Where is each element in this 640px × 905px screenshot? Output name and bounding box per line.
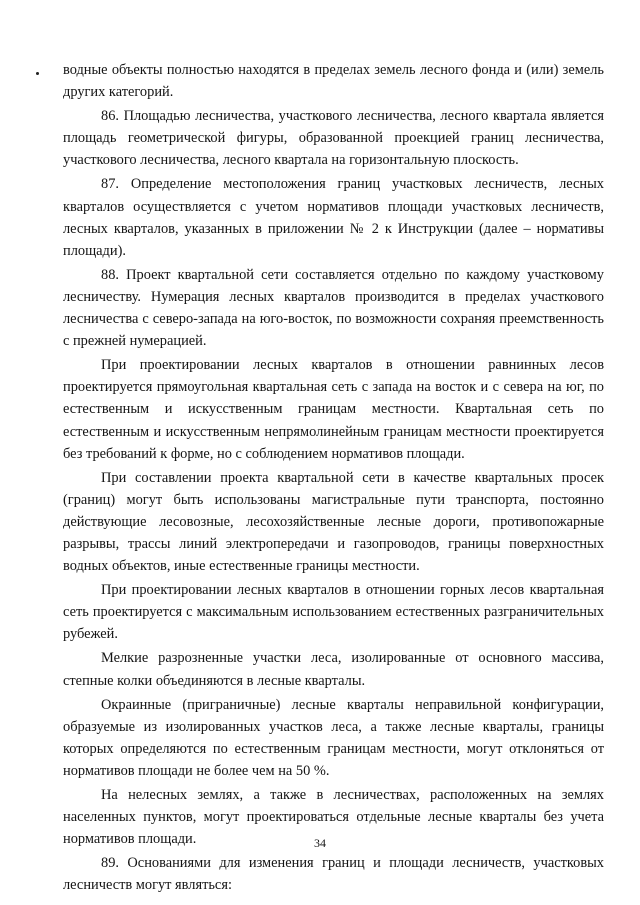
paragraph-88-clearings: При составлении проекта квартальной сети в качестве квартальных просек (границ) могут быть использованы магистральные пути транспорта, постоянно действующие лесовозные, лесохозяйственные лесные дороги, противопожарные разрывы, трассы линий электропередачи и газопроводов, границы поверхностных водных объектов, иные естественные границы местности.: [63, 469, 604, 575]
paragraph-continuation: водные объекты полностью находятся в пределах земель лесного фонда и (или) земель других категорий.: [63, 62, 604, 101]
paragraph-89: 89. Основаниями для изменения границ и площади лесничеств, участковых лесничеств могут являться:: [63, 855, 604, 894]
paragraph-88-border-quarters: Окраинные (приграничные) лесные кварталы неправильной конфигурации, образуемые из изолированных участков леса, а также лесные кварталы, границы которых определяются по естественным границам местности, могут отклоняться от нормативов площади не более чем на 50 %.: [63, 696, 604, 779]
scan-speck: [36, 72, 39, 75]
paragraph-87: 87. Определение местоположения границ участковых лесничеств, лесных кварталов осуществляется с учетом нормативов площади участковых лесничеств, лесных кварталов, указанных в приложении № 2 к Инструкции (далее – нормативы площади).: [63, 176, 604, 259]
paragraph-86: 86. Площадью лесничества, участкового лесничества, лесного квартала является площадь геометрической фигуры, образованной проекцией границ лесничества, участкового лесничества, лесного квартала на горизонтальную плоскость.: [63, 108, 604, 169]
paragraph-88-mountain-forests: При проектировании лесных кварталов в отношении горных лесов квартальная сеть проектируется с максимальным использованием естественных разграничительных рубежей.: [63, 582, 604, 643]
paragraph-88: 88. Проект квартальной сети составляется отдельно по каждому участковому лесничеству. Нумерация лесных кварталов производится в пределах участкового лесничества с северо-запада на юго-восток, по возможности сохраняя преемственность с прежней нумерацией.: [63, 266, 604, 350]
paragraph-88-nonforest-lands: На нелесных землях, а также в лесничествах, расположенных на землях населенных пунктов, могут проектироваться отдельные лесные кварталы без учета нормативов площади.: [63, 787, 604, 848]
paragraph-88-small-plots: Мелкие разрозненные участки леса, изолированные от основного массива, степные колки объединяются в лесные кварталы.: [63, 650, 604, 689]
paragraph-88-plain-forests: При проектировании лесных кварталов в отношении равнинных лесов проектируется прямоугольная квартальная сеть с запада на восток и с севера на юг, по естественным и искусственным границам местности. Квартальная сеть по естественным и искусственным непрямолинейным границам местности проектируется без требований к форме, но с соблюдением нормативов площади.: [63, 357, 604, 462]
page-number: 34: [314, 836, 326, 850]
body-text: [63, 59, 604, 898]
